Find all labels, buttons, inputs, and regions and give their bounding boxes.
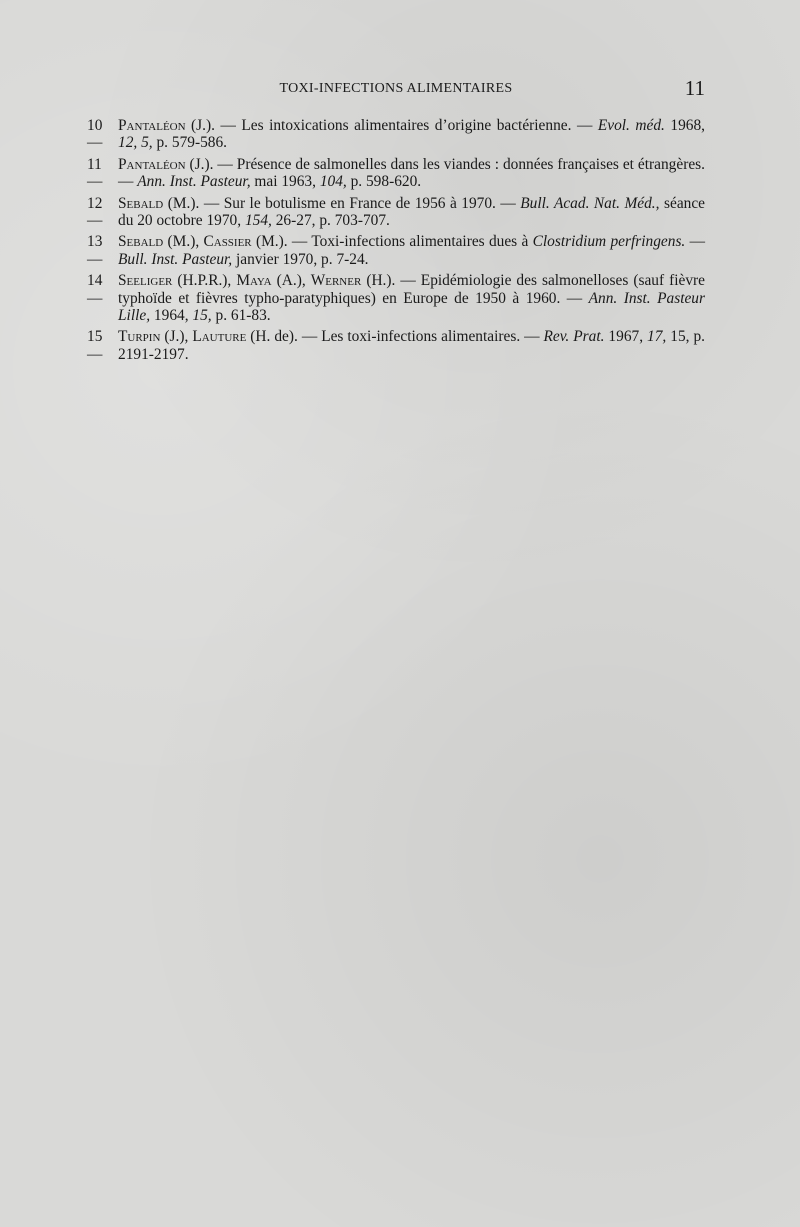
reference-volume: 154, [244, 212, 272, 230]
reference-year: séance du 20 octobre 1970, [118, 194, 706, 230]
reference-text: (J.). — Les intoxications alimentaires d’origine bactérienne. — [185, 117, 598, 134]
reference-item [87, 233, 705, 268]
reference-journal: Rev. Prat. [543, 328, 605, 346]
reference-year: janvier 1970, p. 7-24. [232, 250, 369, 268]
reference-author: Lauture [192, 328, 247, 346]
reference-author: Sebald [118, 233, 164, 251]
reference-number: 13 — [87, 233, 103, 268]
reference-author: Maya [236, 272, 272, 290]
reference-text: (A.), [271, 272, 311, 290]
reference-item [87, 195, 705, 230]
reference-author: Sebald [118, 194, 164, 212]
reference-text: (H.P.R.), [172, 272, 237, 290]
reference-author: Pantaléon [118, 155, 186, 173]
reference-year: mai 1963, [250, 173, 320, 191]
reference-author: Cassier [203, 233, 252, 251]
reference-year: 1964, [150, 307, 193, 325]
reference-separator: — [685, 233, 705, 251]
reference-journal: Bull. Inst. Pasteur, [118, 250, 233, 268]
reference-volume: 15, [192, 307, 212, 325]
reference-volume: 104, [319, 173, 347, 191]
reference-number: 12 — [87, 194, 103, 230]
reference-pages: 26-27, p. 703-707. [271, 212, 390, 230]
page-number: 11 [684, 76, 705, 100]
reference-number: 11 — [87, 155, 103, 191]
reference-text: (H. de). — Les toxi-infections alimentaires. — [246, 328, 544, 346]
reference-pages: 15, p. 2191-2197. [118, 328, 706, 363]
reference-year: 1968, [664, 117, 706, 134]
reference-text: (H.). — Epidémiologie des salmonelloses (sauf fièvre typhoïde et fièvres typho-paratyphiques) en Europe de 1950 à 1960. — [118, 272, 705, 307]
reference-journal: Evol. méd. [597, 117, 665, 134]
reference-pages: p. 61-83. [211, 307, 271, 325]
reference-number: 10 — [87, 117, 103, 152]
reference-text: (M.). — Toxi-infections alimentaires dues à [251, 233, 533, 251]
reference-organism: Clostridium perfringens. [532, 233, 686, 251]
reference-item [87, 156, 705, 191]
reference-author: Seeliger [118, 272, 173, 290]
reference-year: 1967, [604, 328, 648, 346]
reference-text: (J.), [160, 328, 193, 346]
reference-item [87, 328, 705, 363]
reference-number: 15 — [87, 328, 103, 363]
reference-volume: 17, [647, 328, 667, 346]
reference-volume: 12, 5, [118, 134, 153, 152]
reference-item [87, 272, 705, 324]
reference-journal: Bull. Acad. Nat. Méd., [520, 194, 660, 212]
reference-author: Pantaléon [118, 117, 186, 134]
running-title: TOXI-INFECTIONS ALIMENTAIRES [279, 81, 513, 96]
reference-author: Turpin [118, 328, 161, 346]
reference-journal: Ann. Inst. Pasteur Lille, [118, 289, 705, 325]
reference-journal: Ann. Inst. Pasteur, [137, 173, 251, 191]
reference-list [87, 117, 705, 367]
reference-item [87, 117, 705, 152]
running-head [87, 78, 705, 100]
reference-pages: p. 598-620. [346, 173, 422, 191]
reference-author: Werner [310, 272, 362, 290]
reference-number: 14 — [87, 272, 103, 307]
reference-text: (J.). — Présence de salmonelles dans les viandes : données françaises et étrangères. — [118, 155, 705, 191]
reference-text: (M.), [163, 233, 204, 251]
reference-pages: p. 579-586. [152, 134, 228, 152]
reference-text: (M.). — Sur le botulisme en France de 1956 à 1970. — [163, 194, 521, 212]
